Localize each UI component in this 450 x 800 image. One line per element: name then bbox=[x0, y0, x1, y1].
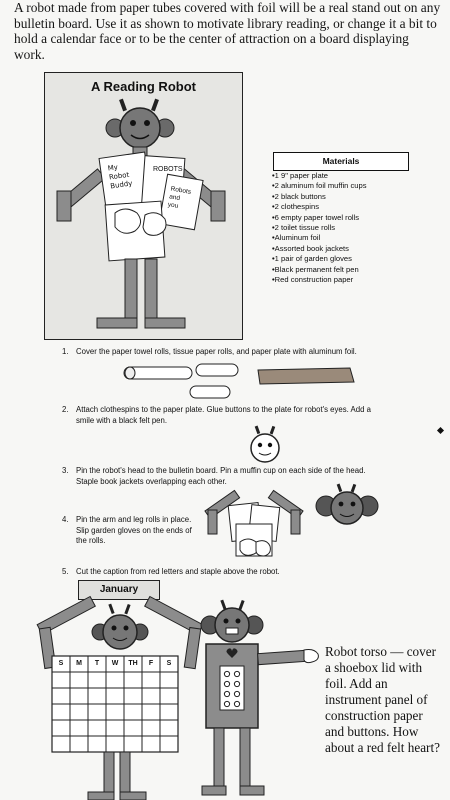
materials-list bbox=[272, 171, 422, 285]
reading-robot-poster bbox=[44, 72, 243, 340]
step-4-text: Pin the arm and leg rolls in place. Slip garden gloves on the ends of the rolls. bbox=[76, 515, 192, 545]
list-item: • 6 empty paper towel rolls bbox=[272, 213, 422, 223]
calendar-day-header: F bbox=[148, 660, 154, 667]
calendar-robot-illustration bbox=[30, 600, 210, 800]
calendar-day-header: T bbox=[94, 660, 100, 667]
poster-title: A Reading Robot bbox=[91, 79, 196, 94]
list-item: • 2 black buttons bbox=[272, 192, 422, 202]
book-label-my-robot-buddy: My Robot Buddy bbox=[107, 163, 133, 191]
torso-robot-illustration bbox=[196, 600, 320, 796]
decorative-dot bbox=[437, 427, 444, 434]
step-4-number: 4. bbox=[62, 515, 69, 524]
list-item: • 1 9" paper plate bbox=[272, 171, 422, 181]
calendar-title: January bbox=[78, 580, 160, 600]
book-label-robots: ROBOTS bbox=[153, 166, 183, 173]
step-1-number: 1. bbox=[62, 347, 69, 356]
step-3-text: Pin the robot's head to the bulletin board. Pin a muffin cup on each side of the head. Staple book jackets overlapping each other. bbox=[76, 466, 366, 486]
step-2-plate-face-illustration bbox=[246, 426, 286, 466]
step-5-text: Cut the caption from red letters and staple above the robot. bbox=[76, 567, 280, 576]
calendar-day-header: W bbox=[111, 660, 119, 667]
step-4-arms-and-gloves-illustration bbox=[206, 494, 302, 564]
list-item: • Aluminum foil bbox=[272, 233, 422, 243]
materials-heading: Materials bbox=[273, 152, 409, 171]
book-label-robots-and-you: Robots and you bbox=[167, 185, 192, 210]
list-item: • Assorted book jackets bbox=[272, 244, 422, 254]
step-3-head-with-cups-illustration bbox=[312, 484, 382, 528]
list-item: • 1 pair of garden gloves bbox=[272, 254, 422, 264]
step-1-text: Cover the paper towel rolls, tissue paper rolls, and paper plate with aluminum foil. bbox=[76, 347, 357, 356]
step-2-text: Attach clothespins to the paper plate. Glue buttons to the plate for robot's eyes. Add a smile with a black felt pen. bbox=[76, 405, 371, 425]
calendar-day-header: M bbox=[76, 660, 82, 667]
poster-robot-illustration bbox=[45, 73, 242, 339]
intro-paragraph: A robot made from paper tubes covered with foil will be a real stand out on any bulletin board. Use it as shown to motivate library reading, or change it a bit to hold a calendar face or to be the center of attraction on a board displaying work. bbox=[14, 0, 441, 62]
list-item: • Black permanent felt pen bbox=[272, 265, 422, 275]
torso-caption: Robot torso — cover a shoebox lid with foil. Add an instrument panel of construction paper and buttons. How about a red felt heart? bbox=[325, 644, 440, 755]
list-item: • Red construction paper bbox=[272, 275, 422, 285]
step-1-foil-rolls-illustration bbox=[124, 364, 374, 404]
list-item: • 2 aluminum foil muffin cups bbox=[272, 181, 422, 191]
calendar-day-header: S bbox=[166, 660, 172, 667]
step-3-number: 3. bbox=[62, 466, 69, 475]
calendar-day-header: S bbox=[58, 660, 64, 667]
list-item: • 2 toilet tissue rolls bbox=[272, 223, 422, 233]
list-item: • 2 clothespins bbox=[272, 202, 422, 212]
calendar-day-header: TH bbox=[128, 660, 138, 667]
step-2-number: 2. bbox=[62, 405, 69, 414]
step-5-number: 5. bbox=[62, 567, 69, 576]
